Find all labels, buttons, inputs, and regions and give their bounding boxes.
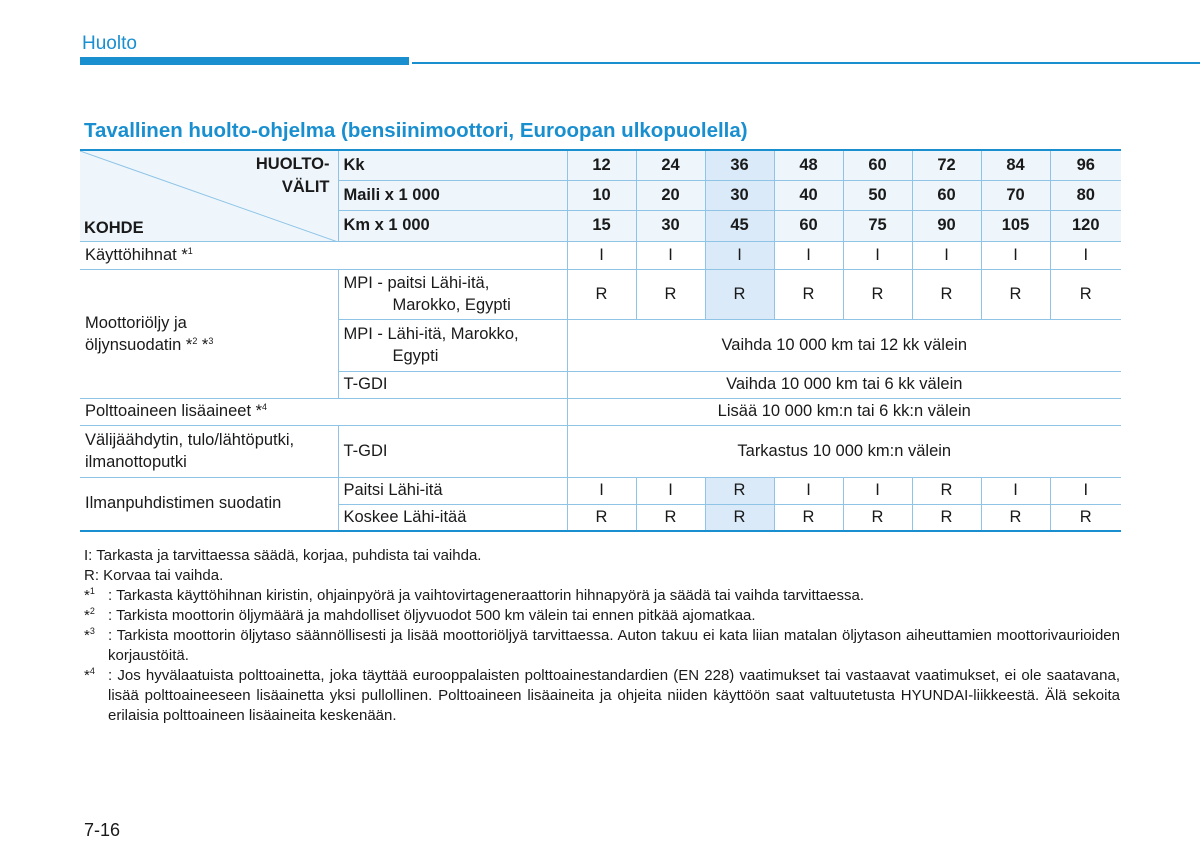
table-cell: I (1050, 241, 1121, 269)
row-label-fuel-additive: Polttoaineen lisäaineet *$^4$ (80, 398, 567, 425)
header-cell: 40 (774, 180, 843, 210)
footnotes (84, 546, 1120, 726)
table-cell: I (981, 241, 1050, 269)
header-cell: 105 (981, 210, 1050, 241)
table-row-oil-mpi-other (80, 269, 1121, 319)
page-title: Tavallinen huolto-ohjelma (bensiinimoottori, Euroopan ulkopuolella) (84, 119, 748, 142)
header-cell: 36 (705, 150, 774, 180)
header-cell: 60 (843, 150, 912, 180)
row-label-timing-belt: Käyttöhihnat *$^1$ (80, 241, 567, 269)
header-cell: 15 (567, 210, 636, 241)
table-cell: R (912, 504, 981, 531)
footnote-2: *$^2$ : Tarkista moottorin öljymäärä ja mahdolliset öljyvuodot 500 km välein tai ennen pitkää ajomatkaa. (84, 606, 756, 624)
table-row-intercooler (80, 425, 1121, 477)
interval-text-intercooler: Tarkastus 10 000 km:n välein (567, 425, 1121, 477)
sub-label-air-filter-other: Paitsi Lähi-itä (338, 477, 567, 504)
table-cell: R (1050, 269, 1121, 319)
header-cell: 84 (981, 150, 1050, 180)
header-cell: 50 (843, 180, 912, 210)
header-cell: 72 (912, 150, 981, 180)
sub-label-intercooler-tgdi: T-GDI (338, 425, 567, 477)
corner-label-kohde: KOHDE (84, 218, 144, 237)
table-row-air-filter-other (80, 477, 1121, 504)
header-cell: 45 (705, 210, 774, 241)
table-cell: R (843, 269, 912, 319)
header-cell: 70 (981, 180, 1050, 210)
header-cell: 60 (912, 180, 981, 210)
interval-text-fuel-additive: Lisää 10 000 km:n tai 6 kk:n välein (567, 398, 1121, 425)
header-cell: 120 (1050, 210, 1121, 241)
table-cell: R (1050, 504, 1121, 531)
row-label-air-filter: Ilmanpuhdistimen suodatin (80, 477, 338, 531)
table-cell: R (912, 269, 981, 319)
header-rule-thin (412, 62, 1200, 64)
table-cell: I (1050, 477, 1121, 504)
table-cell: I (981, 477, 1050, 504)
header-cell: 20 (636, 180, 705, 210)
table-cell: R (981, 504, 1050, 531)
sub-label-air-filter-middle-east: Koskee Lähi-itää (338, 504, 567, 531)
table-cell: R (567, 504, 636, 531)
footnote-4: *$^4$ : Jos hyvälaatuista polttoainetta, joka täyttää eurooppalaisten polttoainestandardien (EN 228) vaatimukset tai vastaavat vaatimukset, ei ole saatavana, lisää polttoaineeseen lisäainetta yksi pullollinen. Polttoaineen lisäaineita ja ohjeita niiden käyttöön saat valtuutetusta HYUNDAI-liikkeestä. Älä sekoita erilaisia polttoaineen lisäaineita keskenään. (84, 666, 1120, 724)
row-label-intercooler: Välijäähdytin, tulo/lähtöputki, ilmanottoputki (80, 425, 338, 477)
table-cell: I (636, 241, 705, 269)
table-cell: I (774, 241, 843, 269)
sub-label-mpi-middle-east: MPI - Lähi-itä, Marokko, Egypti (338, 319, 567, 371)
interval-text-oil-mpi: Vaihda 10 000 km tai 12 kk välein (567, 319, 1121, 371)
header-cell: 60 (774, 210, 843, 241)
row-label-engine-oil: Moottoriöljy ja öljynsuodatin *$^2$ *$^3$ (80, 269, 338, 398)
table-cell: R (774, 269, 843, 319)
table-row-timing-belt (80, 241, 1121, 269)
maintenance-schedule-table (80, 149, 1121, 532)
sub-label-tgdi: T-GDI (338, 371, 567, 398)
table-cell: R (705, 504, 774, 531)
sub-label-mpi-other: MPI - paitsi Lähi-itä, Marokko, Egypti (338, 269, 567, 319)
header-label-miles: Maili x 1 000 (338, 180, 567, 210)
table-cell: R (636, 269, 705, 319)
header-cell: 30 (636, 210, 705, 241)
header-label-kk: Kk (338, 150, 567, 180)
header-row-months (80, 150, 1121, 180)
table-cell: I (843, 477, 912, 504)
header-rule-thick (80, 57, 409, 65)
header-cell: 75 (843, 210, 912, 241)
table-cell: I (912, 241, 981, 269)
table-cell: R (774, 504, 843, 531)
table-row-fuel-additive (80, 398, 1121, 425)
header-cell: 48 (774, 150, 843, 180)
table-cell: R (705, 477, 774, 504)
table-cell: R (705, 269, 774, 319)
table-cell: R (912, 477, 981, 504)
table-cell: R (567, 269, 636, 319)
corner-label-huolto: HUOLTO- (255, 155, 330, 173)
table-cell: I (567, 477, 636, 504)
header-cell: 12 (567, 150, 636, 180)
table-cell: I (843, 241, 912, 269)
table-cell: I (774, 477, 843, 504)
interval-text-oil-tgdi: Vaihda 10 000 km tai 6 kk välein (567, 371, 1121, 398)
table-cell: I (636, 477, 705, 504)
footnote-3: *$^3$ : Tarkista moottorin öljytaso säännöllisesti ja lisää moottoriöljyä tarvittaessa. Auton takuu ei kata liian matalan öljytason aiheuttamien moottorivaurioiden korjaustöitä. (84, 626, 1120, 664)
header-label-km: Km x 1 000 (338, 210, 567, 241)
table-cell: R (981, 269, 1050, 319)
table-cell: R (843, 504, 912, 531)
page-number: 7-16 (84, 820, 121, 840)
footnote-1: *$^1$ : Tarkasta käyttöhihnan kiristin, ohjainpyörä ja vaihtovirtageneraattorin hihnapyörä ja säädä tai vaihda tarvittaessa. (84, 586, 864, 604)
header-cell: 90 (912, 210, 981, 241)
table-corner-cell (80, 150, 338, 241)
header-cell: 24 (636, 150, 705, 180)
legend-r: R: Korvaa tai vaihda. (84, 567, 224, 584)
header-cell: 10 (567, 180, 636, 210)
corner-label-valit: VÄLIT (281, 178, 330, 196)
table-cell: R (636, 504, 705, 531)
header-cell: 80 (1050, 180, 1121, 210)
table-cell: I (567, 241, 636, 269)
header-cell: 30 (705, 180, 774, 210)
section-label: Huolto (82, 33, 137, 54)
header-cell: 96 (1050, 150, 1121, 180)
legend-i: I: Tarkasta ja tarvittaessa säädä, korjaa, puhdista tai vaihda. (84, 547, 482, 564)
table-cell: I (705, 241, 774, 269)
